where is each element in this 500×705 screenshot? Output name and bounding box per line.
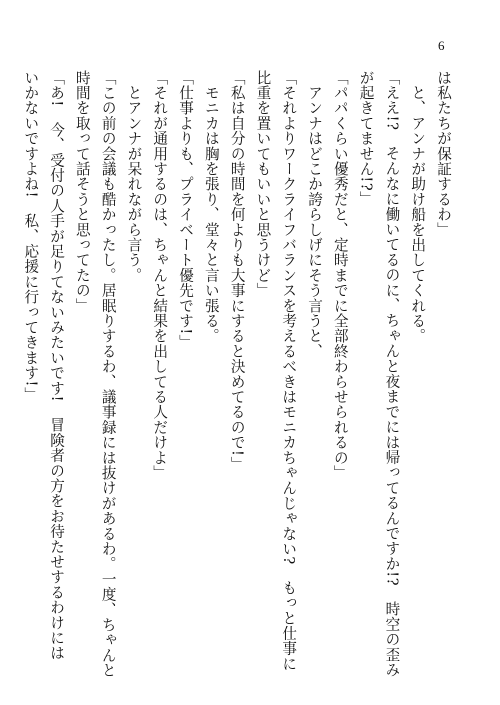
page-number: 6 [438, 38, 445, 53]
text-line: 比重を置いてもいいと思うけど」 [254, 70, 272, 298]
text-line: が起きてません!?」 [357, 70, 375, 207]
text-line: は私たちが保証するわ」 [435, 70, 452, 238]
vertical-text-body [17, 70, 456, 680]
text-line: 「あ! 今、受付の人手が足りてないみたいです! 冒険者の方をお待たせするわけには [48, 70, 66, 661]
text-line: とアンナが呆れながら言う。 [125, 70, 143, 283]
text-line: いかないですよね! 私、応援に行ってきます!」 [22, 70, 40, 403]
text-line: 「それが通用するのは、ちゃんと結果を出してる人だけよ」 [151, 70, 169, 481]
text-line: と、アンナが助け船を出してくれる。 [409, 70, 427, 344]
text-line: 時間を取って話そうと思ってたの」 [73, 70, 91, 314]
text-line: 「それよりワークライフバランスを考えるべきはモニカちゃんじゃない? もっと仕事に [280, 70, 298, 672]
text-line: 「この前の会議も酷かったし。居眠りするわ、議事録には抜けがあるわ。一度、ちゃんと [99, 70, 117, 678]
text-line: アンナはどこか誇らしげにそう言うと、 [306, 70, 324, 359]
text-line: モニカは胸を張り、堂々と言い張る。 [202, 70, 220, 344]
text-line: 「ええ!? そんなに働いてるのに、ちゃんと夜までには帰ってるんですか!? 時空の歪み [383, 70, 401, 678]
text-line: 「私は自分の時間を何よりも大事にすると決めてるので!」 [228, 70, 246, 472]
text-line: 「仕事よりも、プライベート優先です!」 [177, 70, 195, 351]
text-line: 「パパくらい優秀だと、定時までに全部終わらせられるの」 [331, 70, 349, 481]
